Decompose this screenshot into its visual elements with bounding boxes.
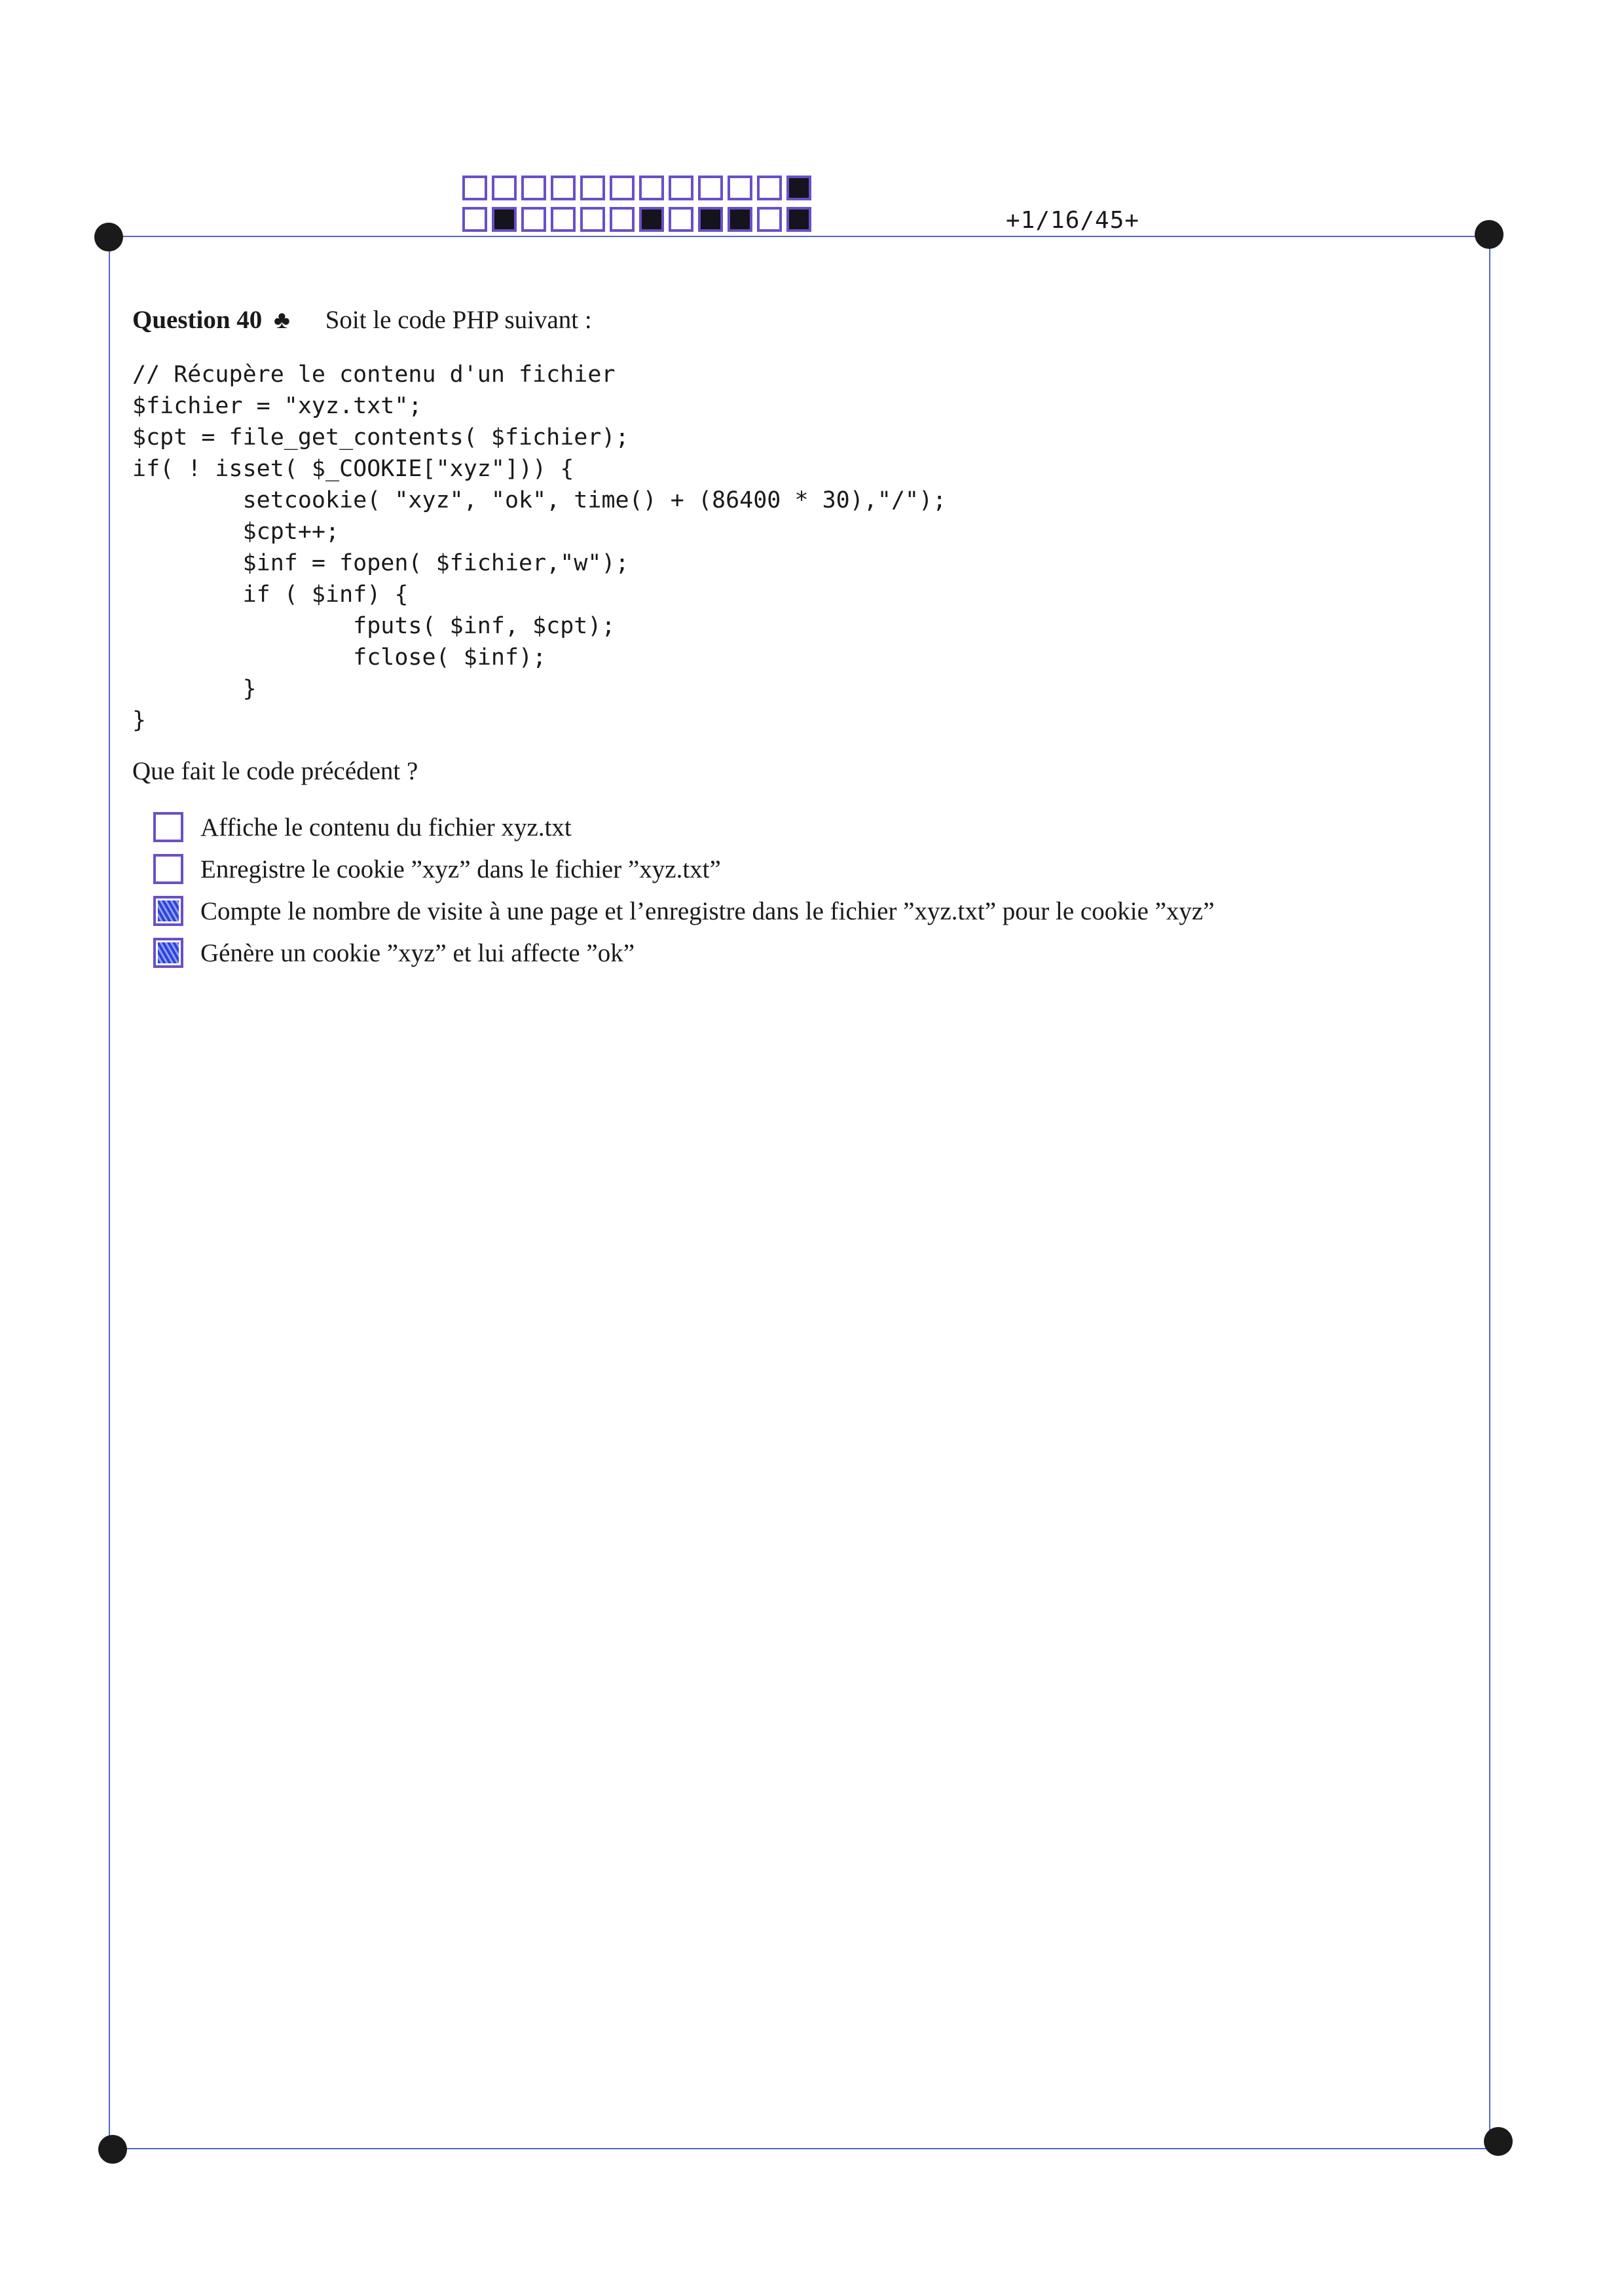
id-code-cell [462,176,487,200]
id-code-cell [610,176,635,200]
answer-checkbox[interactable] [153,854,183,884]
id-code-strip-1 [462,176,816,202]
answer-text: Génère un cookie ”xyz” et lui affecte ”ok” [200,938,635,967]
answer-option[interactable] [153,890,1215,932]
id-code-cell [551,207,576,232]
question-header [132,305,592,335]
answer-list [153,806,1215,974]
answer-checkbox-checked[interactable] [153,896,183,926]
id-code-cell [669,176,693,200]
id-code-cell [698,207,723,232]
page-number: +1/16/45+ [1006,207,1140,234]
id-code-cell [639,176,664,200]
corner-mark-bottom-right [1484,2127,1513,2156]
id-code-cell [580,207,605,232]
answer-checkbox-checked[interactable] [153,938,183,968]
php-code-block: // Récupère le contenu d'un fichier $fichier = "xyz.txt"; $cpt = file_get_contents( $fichier); if( ! isset( $_COOKIE["xyz"])) { setcookie( "xyz", "ok", time() + (86400 * 30),"/"); $cpt++; $inf = fopen( $fichier,"w"); if ( $inf) { fputs( $inf, $cpt); fclose( $inf); } } [132,361,947,733]
answer-option[interactable] [153,806,1215,848]
answer-text: Compte le nombre de visite à une page et l’enregistre dans le fichier ”xyz.txt” pour le cookie ”xyz” [200,897,1215,925]
corner-mark-top-right [1475,220,1504,249]
frame-top-line [107,236,1489,237]
followup-question: Que fait le code précédent ? [132,757,418,785]
id-code-cell [669,207,693,232]
id-code-cell [786,176,811,200]
id-code-cell [757,207,782,232]
id-code-cell [728,207,752,232]
id-code-cell [639,207,664,232]
answer-option[interactable] [153,848,1215,890]
id-code-cell [521,176,546,200]
frame-bottom-line [111,2148,1498,2149]
id-code-cell [551,176,576,200]
id-code-cell [462,207,487,232]
id-code-strip-2 [462,207,816,233]
id-code-cell [698,176,723,200]
question-label: Question 40 [132,306,263,334]
answer-text: Enregistre le cookie ”xyz” dans le fichier ”xyz.txt” [200,855,721,883]
question-prompt: Soit le code PHP suivant : [325,306,592,334]
corner-mark-bottom-left [98,2135,127,2164]
corner-mark-top-left [94,223,123,251]
answer-text: Affiche le contenu du fichier xyz.txt [200,813,572,842]
id-code-cell [610,207,635,232]
id-code-cell [521,207,546,232]
frame-right-line [1489,236,1490,2149]
frame-left-line [109,236,110,2149]
answer-checkbox[interactable] [153,812,183,842]
id-code-cell [492,176,517,200]
id-code-cell [757,176,782,200]
id-code-cell [786,207,811,232]
answer-option[interactable] [153,932,1215,974]
id-code-cell [492,207,517,232]
handwritten-mark-icon [158,942,179,963]
id-code-cell [728,176,752,200]
club-icon: ♣ [274,306,290,334]
id-code-cell [580,176,605,200]
handwritten-mark-icon [158,900,179,921]
